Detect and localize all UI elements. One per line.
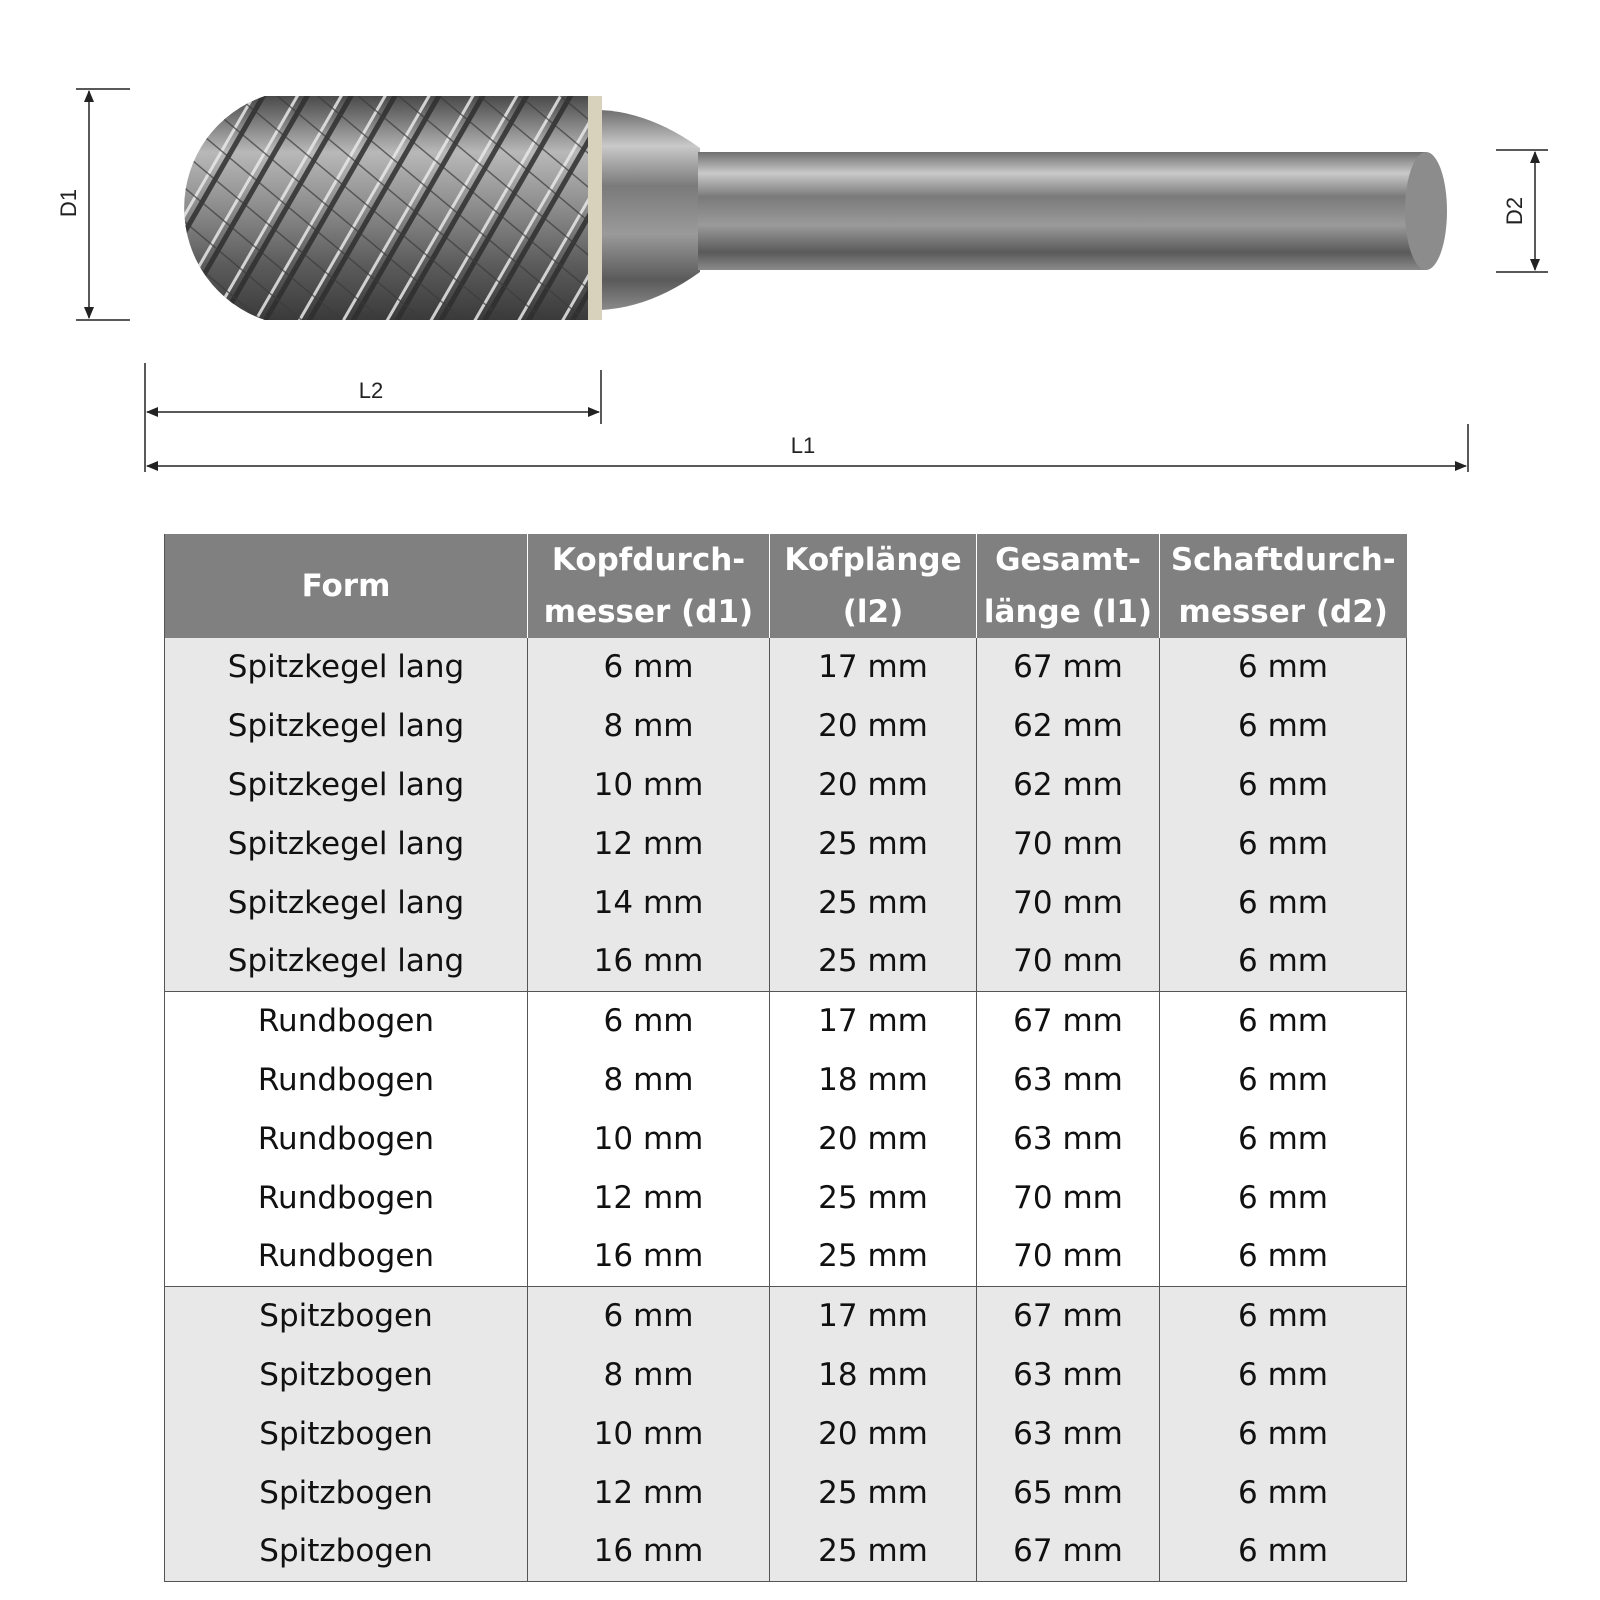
table-row — [165, 932, 1407, 991]
header-head-length-line1: Kofplänge — [784, 542, 962, 578]
cell-shank-diameter: 6 mm — [1160, 697, 1407, 756]
table-row — [165, 1109, 1407, 1168]
specification-table — [164, 534, 1407, 1582]
d1-dimension — [56, 89, 130, 320]
table-row — [165, 1404, 1407, 1463]
cell-head-length: 25 mm — [770, 932, 977, 991]
cell-shank-diameter: 6 mm — [1160, 1286, 1407, 1345]
cell-head-length: 25 mm — [770, 814, 977, 873]
cell-shank-diameter: 6 mm — [1160, 638, 1407, 697]
header-shank-diameter-line1: Schaftdurch- — [1170, 542, 1396, 578]
cell-head-diameter: 8 mm — [528, 1346, 770, 1405]
cell-total-length: 62 mm — [977, 697, 1160, 756]
cell-shank-diameter: 6 mm — [1160, 1109, 1407, 1168]
cell-head-length: 25 mm — [770, 1522, 977, 1581]
cell-total-length: 62 mm — [977, 756, 1160, 815]
table-row — [165, 1286, 1407, 1345]
cell-head-diameter: 16 mm — [528, 1227, 770, 1286]
cell-shank-diameter: 6 mm — [1160, 932, 1407, 991]
table-row — [165, 814, 1407, 873]
cell-form: Spitzbogen — [165, 1404, 528, 1463]
table-body — [165, 638, 1407, 1581]
cell-form: Spitzkegel lang — [165, 873, 528, 932]
table-row — [165, 756, 1407, 815]
cell-form: Spitzkegel lang — [165, 932, 528, 991]
cell-total-length: 67 mm — [977, 638, 1160, 697]
cell-head-length: 18 mm — [770, 1346, 977, 1405]
cell-form: Spitzbogen — [165, 1286, 528, 1345]
cell-total-length: 67 mm — [977, 1286, 1160, 1345]
cell-head-length: 25 mm — [770, 1463, 977, 1522]
cell-form: Spitzbogen — [165, 1522, 528, 1581]
cell-head-length: 25 mm — [770, 1168, 977, 1227]
header-total-length-line2: länge (l1) — [983, 594, 1153, 630]
cell-shank-diameter: 6 mm — [1160, 1404, 1407, 1463]
cell-head-diameter: 12 mm — [528, 1168, 770, 1227]
cell-head-diameter: 12 mm — [528, 814, 770, 873]
header-total-length — [977, 534, 1160, 638]
header-shank-diameter — [1160, 534, 1407, 638]
cell-form: Spitzkegel lang — [165, 697, 528, 756]
cell-head-diameter: 6 mm — [528, 991, 770, 1050]
cell-total-length: 70 mm — [977, 1168, 1160, 1227]
header-head-length-line2: (l2) — [842, 594, 904, 630]
cell-total-length: 70 mm — [977, 932, 1160, 991]
cell-shank-diameter: 6 mm — [1160, 1227, 1407, 1286]
cell-head-length: 20 mm — [770, 756, 977, 815]
cell-form: Spitzkegel lang — [165, 756, 528, 815]
cell-head-length: 20 mm — [770, 697, 977, 756]
header-head-diameter-line2: messer (d1) — [543, 594, 754, 630]
cell-head-length: 17 mm — [770, 991, 977, 1050]
table-row — [165, 1227, 1407, 1286]
cell-head-diameter: 16 mm — [528, 932, 770, 991]
table-row — [165, 697, 1407, 756]
d2-label: D2 — [1502, 196, 1527, 226]
table-row — [165, 1346, 1407, 1405]
cell-head-diameter: 8 mm — [528, 697, 770, 756]
cell-head-length: 25 mm — [770, 873, 977, 932]
cell-form: Spitzbogen — [165, 1463, 528, 1522]
cell-shank-diameter: 6 mm — [1160, 1522, 1407, 1581]
table-row — [165, 638, 1407, 697]
cell-shank-diameter: 6 mm — [1160, 1051, 1407, 1110]
cell-head-length: 20 mm — [770, 1404, 977, 1463]
cell-head-diameter: 8 mm — [528, 1051, 770, 1110]
table-row — [165, 1051, 1407, 1110]
cell-total-length: 63 mm — [977, 1404, 1160, 1463]
cell-total-length: 70 mm — [977, 1227, 1160, 1286]
table-row — [165, 873, 1407, 932]
burr-dimension-drawing — [0, 0, 1600, 500]
cell-head-diameter: 16 mm — [528, 1522, 770, 1581]
table-row — [165, 991, 1407, 1050]
cell-total-length: 70 mm — [977, 873, 1160, 932]
header-shank-diameter-line2: messer (d2) — [1178, 594, 1388, 630]
cell-shank-diameter: 6 mm — [1160, 1168, 1407, 1227]
cell-head-length: 17 mm — [770, 1286, 977, 1345]
cell-total-length: 63 mm — [977, 1346, 1160, 1405]
cell-form: Spitzkegel lang — [165, 814, 528, 873]
cell-head-length: 17 mm — [770, 638, 977, 697]
cell-total-length: 67 mm — [977, 991, 1160, 1050]
cell-total-length: 65 mm — [977, 1463, 1160, 1522]
header-form-text: Form — [301, 568, 391, 604]
cell-head-diameter: 10 mm — [528, 756, 770, 815]
cell-shank-diameter: 6 mm — [1160, 873, 1407, 932]
cell-form: Rundbogen — [165, 1227, 528, 1286]
table-header — [165, 534, 1407, 638]
l2-label: L2 — [358, 378, 384, 403]
cell-head-diameter: 6 mm — [528, 638, 770, 697]
cell-form: Spitzkegel lang — [165, 638, 528, 697]
cell-head-diameter: 10 mm — [528, 1109, 770, 1168]
cell-shank-diameter: 6 mm — [1160, 756, 1407, 815]
header-head-diameter — [528, 534, 770, 638]
burr-head — [140, 90, 610, 330]
cell-head-diameter: 14 mm — [528, 873, 770, 932]
header-total-length-line1: Gesamt- — [995, 542, 1141, 578]
cell-form: Rundbogen — [165, 1109, 528, 1168]
cell-head-length: 20 mm — [770, 1109, 977, 1168]
cell-shank-diameter: 6 mm — [1160, 814, 1407, 873]
cell-head-diameter: 10 mm — [528, 1404, 770, 1463]
cell-shank-diameter: 6 mm — [1160, 991, 1407, 1050]
d2-dimension — [1496, 150, 1548, 272]
burr-shank — [600, 110, 1447, 310]
header-form — [165, 534, 528, 638]
cell-shank-diameter: 6 mm — [1160, 1346, 1407, 1405]
cell-total-length: 63 mm — [977, 1109, 1160, 1168]
cell-form: Rundbogen — [165, 1051, 528, 1110]
l1-label: L1 — [790, 433, 816, 458]
table-row — [165, 1463, 1407, 1522]
cell-head-diameter: 6 mm — [528, 1286, 770, 1345]
header-row — [165, 534, 1407, 638]
cell-shank-diameter: 6 mm — [1160, 1463, 1407, 1522]
cell-total-length: 63 mm — [977, 1051, 1160, 1110]
cell-total-length: 67 mm — [977, 1522, 1160, 1581]
l1-dimension — [145, 420, 1468, 472]
cell-form: Rundbogen — [165, 991, 528, 1050]
cell-head-length: 25 mm — [770, 1227, 977, 1286]
cell-form: Rundbogen — [165, 1168, 528, 1227]
table-row — [165, 1522, 1407, 1581]
header-head-diameter-line1: Kopfdurch- — [551, 542, 746, 578]
cell-form: Spitzbogen — [165, 1346, 528, 1405]
cell-head-diameter: 12 mm — [528, 1463, 770, 1522]
l2-dimension — [145, 363, 601, 424]
header-head-length — [770, 534, 977, 638]
cell-total-length: 70 mm — [977, 814, 1160, 873]
cell-head-length: 18 mm — [770, 1051, 977, 1110]
table-row — [165, 1168, 1407, 1227]
d1-label: D1 — [56, 188, 81, 218]
